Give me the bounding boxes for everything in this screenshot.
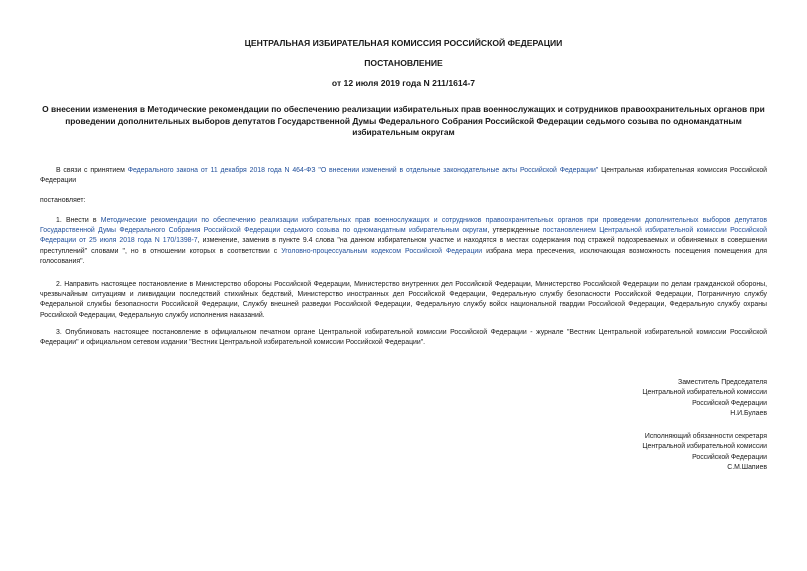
cec-resolution-link[interactable]: постановлением Центральной избирательной комиссии Российской Федерации от 25 июля 2018 года N 170/1398-7 [40,227,767,245]
item-1-text-2: , утвержденные [487,227,543,235]
preamble-text-1: В связи с принятием [56,167,128,174]
item-1-text-1: 1. Внести в [56,217,101,224]
signatory-name: С.М.Шапиев [727,464,767,472]
signature-position-line: Российской Федерации [692,453,767,461]
item-1-text-4: избрана мера пресечения, исключающая возможность посещения помещения для голосования". [40,247,768,265]
methodical-recommendations-link[interactable]: Методические рекомендации по обеспечению реализации избирательных прав военнослужащих и сотрудников правоохранительных органов при проведении дополнительных выборов депутатов Государственной Думы Федерального Собрания Российской Федерации седьмого созыва по одномандатным избирательным округам [40,217,767,235]
preamble-text-2: Центральная избирательная комиссия Российской Федерации [40,167,767,185]
federal-law-link[interactable]: Федерального закона от 11 декабря 2018 года N 464-ФЗ "О внесении изменений в отдельные законодательные акты Российской Федерации" [127,167,599,174]
document-date-number: от 12 июля 2019 года N 211/1614-7 [331,78,476,88]
criminal-procedure-code-link[interactable]: Уголовно-процессуальным кодексом Российской Федерации [281,247,483,255]
signature-position-line: Исполняющий обязанности секретаря [644,433,767,440]
signatory-name: Н.И.Булаев [730,410,767,418]
item-3-paragraph: 3. Опубликовать настоящее постановление в официальном печатном органе Центральной избирательной комиссии Российской Федерации - журнале "Вестник Центральной избирательной комиссии Российской Федерации" и официальном сетевом издании "Вестник Центральной избирательной комиссии Российской Федерации". [40,329,767,347]
issuing-authority: ЦЕНТРАЛЬНАЯ ИЗБИРАТЕЛЬНАЯ КОМИССИЯ РОССИЙСКОЙ ФЕДЕРАЦИИ [244,38,563,48]
item-2-paragraph: 2. Направить настоящее постановление в Министерство обороны Российской Федерации, Министерство внутренних дел Российской Федерации, Министерство Российской Федерации по делам гражданской обороны, чрезвычайным ситуациям и ликвидации последствий стихийных бедствий, Министерство иностранных дел Российской Федерации, Федеральную службу безопасности Российской Федерации, Пограничную службу Федеральной службы безопасности Российской Федерации, Службу внешней разведки Российской Федерации, Федеральную службу войск национальной гвардии Российской Федерации, Федеральную службу охраны Российской Федерации, Федеральную службу исполнения наказаний. [40,281,767,319]
item-1-paragraph [40,216,767,267]
signature-position-line: Заместитель Председателя [678,379,767,386]
signature-position-line: Российской Федерации [692,399,767,407]
preamble-paragraph [40,166,767,186]
resolves-label: постановляет: [40,197,86,204]
signature-position-line: Центральной избирательной комиссии [642,443,767,451]
signature-position-line: Центральной избирательной комиссии [642,389,767,397]
signature-block-deputy-chairman [567,378,767,420]
document-type: ПОСТАНОВЛЕНИЕ [364,58,443,68]
signature-block-acting-secretary [567,432,767,474]
item-1-text-3: , изменение, заменив в пункте 9.4 слова "на данном избирательном участке и находятся в местах содержания под стражей подозреваемых и обвиняемых в совершении преступлений" словами ", но в отношении которых в соответствии с [40,237,767,255]
document-subject: О внесении изменения в Методические рекомендации по обеспечению реализации избирательных прав военнослужащих и сотрудников правоохранительных органов при проведении дополнительных выборов депутатов Государственной Думы Федерального Собрания Российской Федерации седьмого созыва по одномандатным избирательным округам [42,104,765,137]
